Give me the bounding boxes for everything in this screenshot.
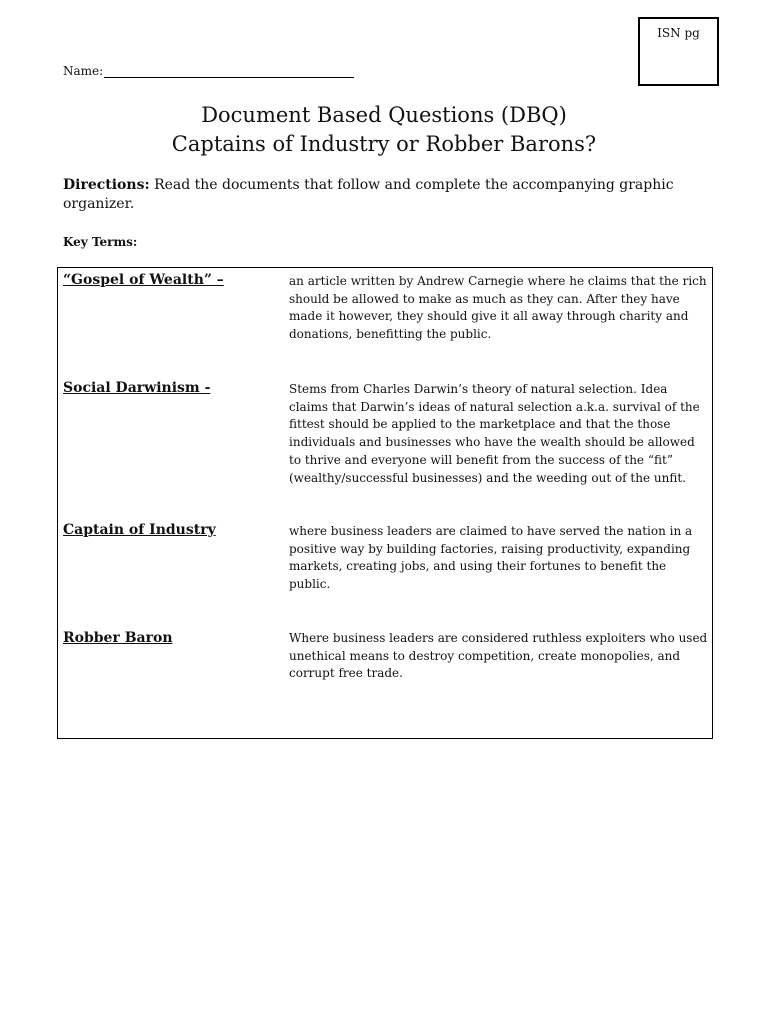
term-gospel-of-wealth: “Gospel of Wealth” – <box>63 272 224 288</box>
key-terms-table <box>57 267 713 739</box>
term-social-darwinism: Social Darwinism - <box>63 380 211 396</box>
definition-gospel-of-wealth: an article written by Andrew Carnegie where he claims that the rich should be allowed to make as much as they can. After they have made it however, they should give it all away through charity and donations, benefitting the public. <box>289 274 707 342</box>
directions-paragraph <box>63 176 703 214</box>
name-field[interactable] <box>63 64 354 78</box>
name-blank-line[interactable] <box>104 65 354 78</box>
isn-label: ISN pg <box>657 26 700 40</box>
directions-text: Read the documents that follow and complete the accompanying graphic organizer. <box>63 177 674 212</box>
page-title-line1: Document Based Questions (DBQ) <box>201 103 567 127</box>
term-robber-baron: Robber Baron <box>63 630 173 646</box>
term-captain-of-industry: Captain of Industry <box>63 522 216 538</box>
definition-social-darwinism: Stems from Charles Darwin’s theory of natural selection. Idea claims that Darwin’s ideas of natural selection a.k.a. survival of the fittest should be applied to the marketplace and that the those individuals and businesses who have the wealth should be allowed to thrive and everyone will benefit from the success of the “fit” (wealthy/successful businesses) and the weeding out of the unfit. <box>289 382 700 485</box>
page-title-line2: Captains of Industry or Robber Barons? <box>171 132 597 156</box>
key-terms-heading: Key Terms: <box>63 235 138 249</box>
name-label: Name: <box>63 64 104 78</box>
definition-robber-baron: Where business leaders are considered ruthless exploiters who used unethical means to destroy competition, create monopolies, and corrupt free trade. <box>289 631 708 681</box>
isn-page-box <box>638 17 719 86</box>
definition-captain-of-industry: where business leaders are claimed to have served the nation in a positive way by building factories, raising productivity, expanding markets, creating jobs, and using their fortunes to benefit the public. <box>289 524 693 592</box>
directions-label: Directions: <box>63 177 150 193</box>
